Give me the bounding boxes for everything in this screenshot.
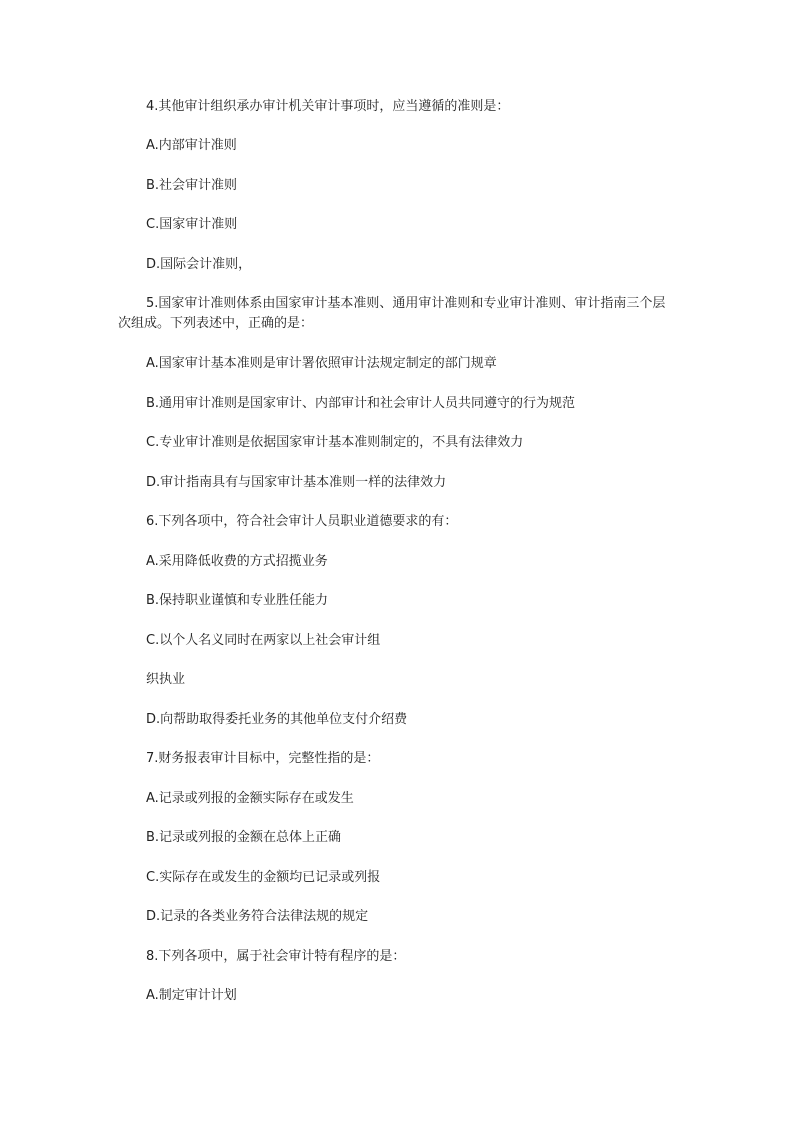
question-8-option-a: A.制定审计计划 — [146, 988, 237, 1003]
question-5-option-a: A.国家审计基本准则是审计署依照审计法规定制定的部门规章 — [146, 356, 497, 371]
question-7-option-d: D.记录的各类业务符合法律法规的规定 — [146, 909, 369, 924]
question-4-option-a: A.内部审计准则 — [146, 138, 237, 153]
question-7-stem: 7.财务报表审计目标中，完整性指的是： — [146, 751, 380, 766]
question-4-option-c: C.国家审计准则 — [146, 217, 238, 232]
question-6-option-d: D.向帮助取得委托业务的其他单位支付介绍费 — [146, 712, 408, 727]
question-6-option-c: C.以个人名义同时在两家以上社会审计组 — [146, 633, 381, 648]
question-6-option-b: B.保持职业谨慎和专业胜任能力 — [146, 593, 329, 608]
question-6-option-a: A.采用降低收费的方式招揽业务 — [146, 554, 328, 569]
question-7-option-b: B.记录或列报的金额在总体上正确 — [146, 830, 342, 845]
question-5-option-d: D.审计指南具有与国家审计基本准则一样的法律效力 — [146, 475, 447, 490]
question-6-option-c-continuation: 织执业 — [146, 672, 186, 687]
question-5-option-c: C.专业审计准则是依据国家审计基本准则制定的，不具有法律效力 — [146, 435, 524, 450]
question-5-option-b: B.通用审计准则是国家审计、内部审计和社会审计人员共同遵守的行为规范 — [146, 396, 576, 411]
question-4-option-d: D.国际会计准则， — [146, 257, 252, 272]
question-4-stem: 4.其他审计组织承办审计机关审计事项时，应当遵循的准则是： — [146, 99, 510, 114]
question-6-stem: 6.下列各项中，符合社会审计人员职业道德要求的有： — [146, 514, 458, 529]
question-7-option-c: C.实际存在或发生的金额均已记录或列报 — [146, 870, 381, 885]
question-5-stem: 5.国家审计准则体系由国家审计基本准则、通用审计准则和专业审计准则、审计指南三个层次组成。下列表述中，正确的是： — [118, 296, 666, 331]
question-8-stem: 8.下列各项中，属于社会审计特有程序的是： — [146, 949, 406, 964]
question-4-option-b: B.社会审计准则 — [146, 178, 238, 193]
question-7-option-a: A.记录或列报的金额实际存在或发生 — [146, 791, 354, 806]
